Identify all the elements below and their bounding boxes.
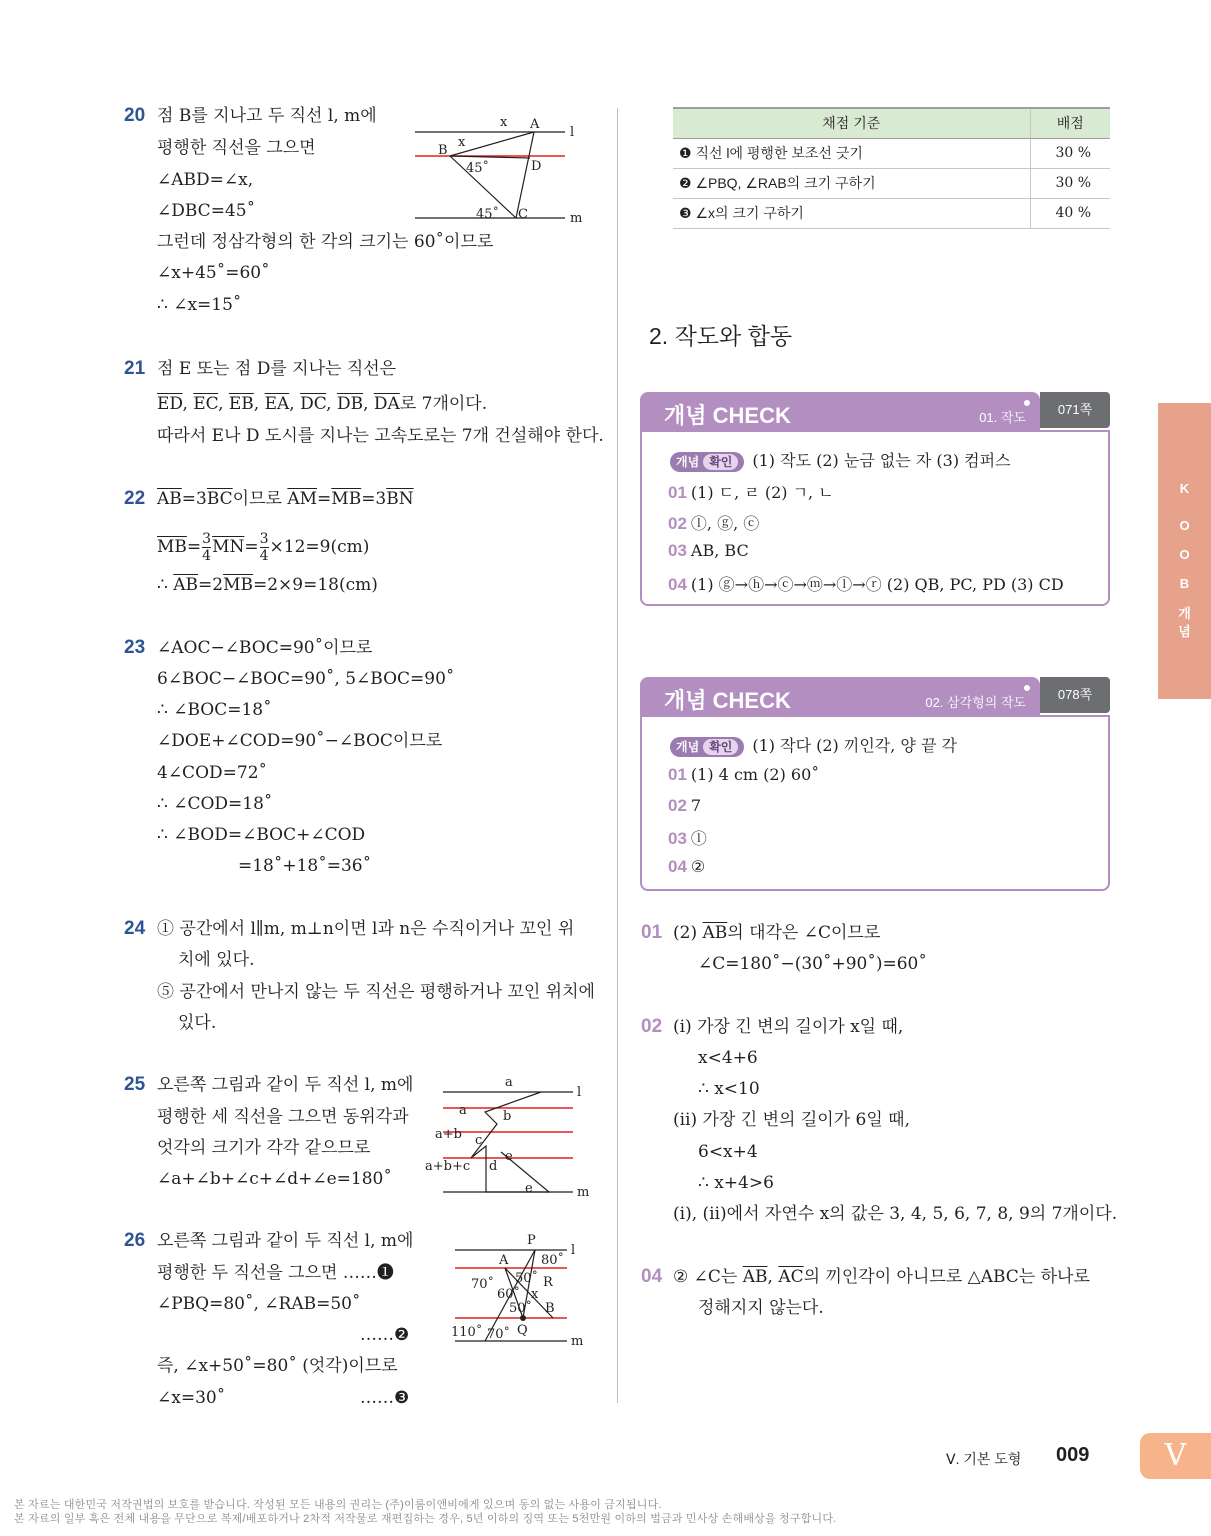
text-fragment: ∴: [157, 575, 174, 595]
problem-number: 22: [124, 488, 146, 509]
item-number: 01: [668, 765, 687, 784]
item-number: 02: [668, 514, 687, 533]
text-line: [157, 488, 414, 510]
scoring-table: [673, 107, 1110, 229]
text-line: 있다.: [178, 1013, 217, 1033]
fig-label: d: [489, 1159, 498, 1174]
problem-number: 25: [124, 1074, 146, 1095]
text-fragment: ,: [767, 1267, 779, 1287]
check-header: [640, 677, 1040, 717]
text-line: 6<x+4: [698, 1142, 758, 1162]
fraction: [260, 531, 269, 564]
segment: $\overline{AB}$: [173, 575, 199, 595]
confirm-row: [670, 733, 957, 757]
fig-label: m: [570, 211, 583, 226]
fig-label: x: [531, 1287, 539, 1302]
denominator: 4: [259, 548, 269, 564]
text-line: ∴ ∠BOD=∠BOC+∠COD: [157, 825, 366, 845]
column-header: 배점: [1030, 108, 1110, 138]
fig-label: m: [571, 1334, 584, 1349]
confirm-text: (1) 작도 (2) 눈금 없는 자 (3) 컴퍼스: [752, 451, 1011, 470]
fig-label: A: [530, 117, 540, 132]
denominator: 4: [202, 548, 212, 564]
text-line: 오른쪽 그림과 같이 두 직선 l, m에: [157, 1075, 414, 1095]
text-line: ∠x=30˚: [157, 1388, 226, 1408]
item-text: ⓛ: [690, 829, 707, 848]
line-symbol: $\overline{DC}$: [300, 394, 327, 414]
text-fragment: 의 끼인각이 아니므로 △ABC는 하나로: [803, 1267, 1090, 1287]
text-fragment: =3: [361, 489, 387, 509]
text-fragment: =: [186, 537, 202, 557]
fig-label: 70˚: [487, 1327, 511, 1342]
table-header-row: [673, 108, 1110, 138]
text-line: ∠DOE+∠COD=90˚−∠BOC이므로: [157, 731, 443, 751]
text-fragment: =2: [198, 575, 224, 595]
segment: $\overline{AB}$: [157, 489, 182, 509]
segment: $\overline{AC}$: [778, 1267, 804, 1287]
text-fragment: =2×9=18(cm): [252, 575, 378, 595]
text-fragment: =: [244, 537, 259, 557]
text-fragment: =: [317, 489, 332, 509]
confirm-text: (1) 작다 (2) 끼인각, 양 끝 각: [752, 736, 957, 755]
fig-label: 50˚: [509, 1301, 533, 1316]
column-header: 채점 기준: [673, 108, 1030, 138]
check-item: [668, 541, 749, 561]
item-number: 04: [668, 575, 687, 594]
figure-26: [445, 1228, 595, 1353]
text-line: x<4+6: [698, 1048, 758, 1068]
text-line: 따라서 E나 D 도시를 지나는 고속도로는 7개 건설해야 한다.: [157, 426, 604, 446]
answer-number: 01: [641, 922, 663, 943]
text-line: ∴ ∠BOC=18˚: [157, 700, 272, 720]
line-symbol: $\overline{EC}$: [193, 394, 219, 414]
numerator: 3: [259, 531, 269, 547]
side-tab-letter: O: [1179, 518, 1190, 533]
fig-label: A: [499, 1253, 509, 1268]
fig-label: x: [500, 115, 508, 130]
text-line: 정해지지 않는다.: [698, 1298, 824, 1318]
fig-label: B: [438, 143, 448, 158]
side-tab-letter: 개: [1178, 606, 1191, 621]
pin-icon: [1022, 398, 1032, 408]
text-line: =18˚+18˚=36˚: [238, 856, 372, 876]
criterion-cell: ❷ ∠PBQ, ∠RAB의 크기 구하기: [673, 168, 1030, 198]
fig-label: x: [458, 135, 466, 150]
text-line: 4∠COD=72˚: [157, 763, 268, 783]
text-line: ∴ ∠COD=18˚: [157, 794, 273, 814]
text-line: ∠C=180˚−(30˚+90˚)=60˚: [698, 954, 927, 974]
fig-label: 60˚: [497, 1287, 521, 1302]
check-item: [668, 511, 759, 534]
item-text: ②: [690, 857, 706, 876]
text-line: ∴ ∠x=15˚: [157, 295, 242, 315]
confirm-row: [670, 448, 1011, 472]
segment: $\overline{MB}$: [331, 489, 362, 509]
text-line: ∠a+∠b+∠c+∠d+∠e=180˚: [157, 1169, 392, 1189]
concept-badge: [670, 737, 744, 757]
text-line: ∠AOC−∠BOC=90˚이므로: [157, 638, 373, 658]
side-tab-letter: B: [1179, 576, 1190, 591]
line-symbol: $\overline{EB}$: [228, 394, 254, 414]
check-item: [668, 480, 834, 503]
check-title: 개념 CHECK: [664, 403, 791, 428]
footer-section: Ⅴ. 기본 도형: [946, 1451, 1022, 1467]
figure-20: [410, 110, 590, 230]
problem-number: 21: [124, 358, 146, 379]
criterion-cell: ❶ 직선 l에 평행한 보조선 긋기: [673, 138, 1030, 168]
text-line: (ⅰ), (ⅱ)에서 자연수 x의 값은 3, 4, 5, 6, 7, 8, 9의 7개이다.: [673, 1204, 1118, 1224]
table-row: [673, 198, 1110, 228]
fig-label: B: [545, 1301, 555, 1316]
fig-label: 45˚: [476, 207, 500, 222]
text-line: [157, 574, 378, 596]
page-number: 009: [1056, 1444, 1090, 1466]
item-text: (1) 4 cm (2) 60˚: [690, 765, 820, 784]
text-line: ∠ABD=∠x,: [157, 170, 254, 190]
fig-label: l: [571, 1243, 576, 1258]
chapter-badge: Ⅴ: [1140, 1433, 1211, 1479]
text-fragment: =3: [181, 489, 207, 509]
text-fragment: 로 7개이다.: [399, 394, 488, 414]
pin-icon: [1022, 683, 1032, 693]
line-symbol: $\overline{DB}$: [336, 394, 364, 414]
criterion-cell: ❸ ∠x의 크기 구하기: [673, 198, 1030, 228]
text-line: 엇각의 크기가 각각 같으므로: [157, 1138, 371, 1158]
check-item: [668, 857, 705, 877]
line-symbol: $\overline{ED}$: [157, 394, 183, 414]
text-line: ……❸: [360, 1388, 410, 1408]
item-text: 7: [690, 796, 702, 815]
fig-label: e: [525, 1181, 533, 1196]
concept-check-2: [640, 677, 1110, 891]
check-item: [668, 572, 1064, 595]
text-line: 점 B를 지나고 두 직선 l, m에: [157, 106, 377, 126]
item-number: 03: [668, 541, 687, 560]
check-title: 개념 CHECK: [664, 688, 791, 713]
side-tab: [1158, 403, 1211, 699]
segment: $\overline{AB}$: [742, 1267, 768, 1287]
text-line: 즉, ∠x+50˚=80˚ (엇각)이므로: [157, 1356, 398, 1376]
section-title: 2. 작도와 합동: [649, 323, 793, 349]
fig-label: D: [531, 159, 542, 174]
fig-label: P: [527, 1233, 536, 1248]
item-number: 04: [668, 857, 687, 876]
text-line: ∠DBC=45˚: [157, 201, 256, 221]
concept-check-1: [640, 392, 1110, 606]
fig-label: c: [475, 1133, 483, 1148]
fig-label: e: [505, 1149, 513, 1164]
item-number: 03: [668, 829, 687, 848]
problem-number: 23: [124, 637, 146, 658]
check-body: [640, 430, 1110, 606]
fig-label: a+b+c: [425, 1159, 471, 1174]
check-item: [668, 765, 819, 785]
item-number: 02: [668, 796, 687, 815]
text-line: 평행한 직선을 그으면: [157, 138, 316, 158]
check-subtitle: 02. 삼각형의 작도: [925, 695, 1026, 710]
segment: $\overline{MB}$: [223, 575, 253, 595]
check-item: [668, 826, 707, 849]
text-line: (ⅱ) 가장 긴 변의 길이가 6일 때,: [673, 1110, 911, 1130]
text-line: 그런데 정삼각형의 한 각의 크기는 60˚이므로: [157, 232, 494, 252]
table-row: [673, 168, 1110, 198]
fig-label: 110˚: [451, 1325, 483, 1340]
text-line: [673, 1266, 1090, 1288]
text-line: ∴ x<10: [698, 1079, 760, 1099]
badge-label: 개념: [676, 739, 700, 754]
answer-number: 04: [641, 1266, 663, 1287]
text-line: 평행한 세 직선을 그으면 동위각과: [157, 1107, 409, 1127]
fig-label: Q: [517, 1323, 528, 1338]
text-line: ① 공간에서 l∥m, m⊥n이면 l과 n은 수직이거나 꼬인 위: [157, 919, 575, 939]
badge-label: 확인: [703, 739, 738, 755]
item-text: AB, BC: [690, 541, 749, 560]
line-symbol: $\overline{DA}$: [373, 394, 400, 414]
fig-label: l: [570, 125, 575, 140]
text-line: ∴ x+4>6: [698, 1173, 774, 1193]
fig-label: 80˚: [541, 1253, 565, 1268]
fraction: [202, 531, 211, 564]
check-subtitle: 01. 작도: [979, 410, 1026, 425]
fig-label: 50˚: [515, 1271, 539, 1286]
problem-number: 24: [124, 918, 146, 939]
segment: $\overline{BC}$: [206, 489, 233, 509]
fig-label: a: [459, 1103, 467, 1118]
text-line: ……❷: [360, 1325, 410, 1345]
fig-label: C: [518, 207, 528, 222]
text-line: ⑤ 공간에서 만나지 않는 두 직선은 평행하거나 꼬인 위치에: [157, 982, 595, 1002]
segment: $\overline{AB}$: [702, 923, 728, 943]
check-page-ref: 071쪽: [1040, 392, 1110, 428]
text-fragment: ② ∠C는: [673, 1267, 743, 1287]
check-body: [640, 715, 1110, 891]
segment: $\overline{BN}$: [386, 489, 414, 509]
text-line: 오른쪽 그림과 같이 두 직선 l, m에: [157, 1231, 414, 1251]
points-cell: 30 %: [1030, 138, 1110, 168]
figure-25: [423, 1072, 598, 1202]
fig-label: 45˚: [466, 161, 490, 176]
line-symbol: $\overline{EA}$: [264, 394, 290, 414]
fig-label: a+b: [435, 1127, 462, 1142]
item-number: 01: [668, 483, 687, 502]
side-tab-letter: 념: [1178, 624, 1191, 639]
text-line: (ⅰ) 가장 긴 변의 길이가 x일 때,: [673, 1017, 904, 1037]
side-tab-letter: O: [1179, 547, 1190, 562]
text-line: 6∠BOC−∠BOC=90˚, 5∠BOC=90˚: [157, 669, 455, 689]
problem-number: 26: [124, 1230, 146, 1251]
text-fragment: ×12=9(cm): [269, 537, 370, 557]
copyright-line: 본 자료는 대한민국 저작권법의 보호를 받습니다. 작성된 모든 내용의 권리는 (주)이룸이앤비에게 있으며 동의 없는 사용이 금지됩니다.: [14, 1499, 662, 1511]
fig-label: R: [543, 1275, 553, 1290]
text-fragment: 이므로: [232, 489, 288, 509]
fig-label: l: [577, 1085, 582, 1100]
concept-badge: [670, 452, 744, 472]
item-text: ⓛ, ⓖ, ⓒ: [690, 514, 760, 533]
segment: $\overline{MN}$: [212, 537, 245, 557]
check-header: [640, 392, 1040, 432]
text-fragment: 의 대각은 ∠C이므로: [727, 923, 881, 943]
text-fragment: (2): [673, 923, 703, 943]
fig-label: 70˚: [471, 1277, 495, 1292]
text-line: 치에 있다.: [178, 950, 255, 970]
text-line: ∠x+45˚=60˚: [157, 263, 270, 283]
item-text: (1) ㄷ, ㄹ (2) ㄱ, ㄴ: [690, 483, 834, 502]
fig-label: m: [577, 1185, 590, 1200]
text-line: $\overline{ED}$, $\overline{EC}$, $\overline{EB}$, $\overline{EA}$, $\overline{DC}$, $\overline{DB}$, $\overline{DA}$로 7개이다.: [157, 394, 488, 414]
table-row: [673, 138, 1110, 168]
fig-label: b: [503, 1109, 512, 1124]
text-line: [673, 922, 880, 944]
answer-number: 02: [641, 1016, 663, 1037]
text-line: 점 E 또는 점 D를 지나는 직선은: [157, 359, 397, 379]
text-line: 평행한 두 직선을 그으면 ……❶: [157, 1263, 394, 1283]
points-cell: 30 %: [1030, 168, 1110, 198]
text-line: [157, 527, 369, 567]
points-cell: 40 %: [1030, 198, 1110, 228]
segment: $\overline{AM}$: [287, 489, 318, 509]
text-line: ∠PBQ=80˚, ∠RAB=50˚: [157, 1294, 361, 1314]
item-text: (1) ⓖ→ⓗ→ⓒ→ⓜ→ⓛ→ⓡ (2) QB, PC, PD (3) CD: [690, 575, 1064, 594]
badge-label: 확인: [703, 454, 738, 470]
side-tab-letter: K: [1179, 481, 1190, 496]
fig-label: a: [505, 1075, 513, 1090]
segment: $\overline{MB}$: [157, 537, 187, 557]
numerator: 3: [202, 531, 212, 547]
problem-number: 20: [124, 105, 146, 126]
copyright-line: 본 자료의 일부 혹은 전체 내용을 무단으로 복제/배포하거나 2차적 저작물로 재편집하는 경우, 5년 이하의 징역 또는 5천만원 이하의 벌금과 민사상 손해배상을 청구합니다.: [14, 1513, 837, 1525]
check-item: [668, 796, 701, 816]
check-page-ref: 078쪽: [1040, 677, 1110, 713]
badge-label: 개념: [676, 454, 700, 469]
column-divider: [617, 108, 618, 1403]
